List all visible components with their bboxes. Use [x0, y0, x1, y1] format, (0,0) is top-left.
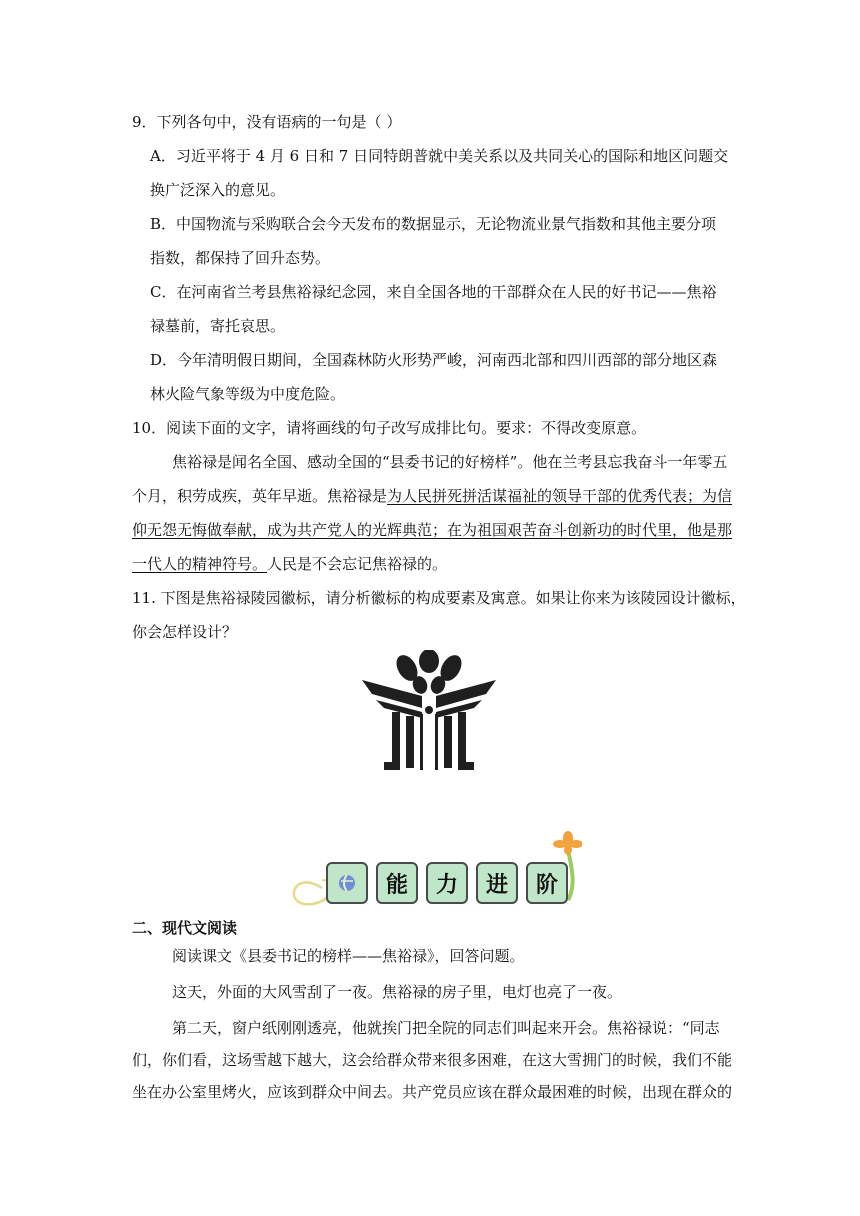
q9-option-a-line2: 换广泛深入的意见。 — [150, 181, 286, 199]
q11-stem-line1: 11. 下图是焦裕禄陵园徽标，请分析徽标的构成要素及寓意。如果让你来为该陵园设计徽标， — [132, 589, 746, 607]
jiao-yulu-cemetery-emblem — [362, 650, 496, 772]
flower-icon — [553, 831, 582, 855]
section2-passage-line2: 第二天，窗户纸刚刚透亮，他就挨门把全院的同志们叫起来开会。焦裕禄说：“同志 — [172, 1019, 720, 1037]
flower-stem-icon — [568, 850, 573, 900]
section2-passage-line4: 坐在办公室里烤火，应该到群众中间去。共产党员应该在群众最困难的时候，出现在群众的 — [132, 1083, 733, 1101]
q9-option-d-line2: 林火险气象等级为中度危险。 — [150, 385, 346, 403]
q10-stem: 10．阅读下面的文字，请将画线的句子改写成排比句。要求：不得改变原意。 — [132, 419, 647, 437]
q10-underlined-sentence-2: 仰无怨无悔做奉献，成为共产党人的光辉典范；在为祖国艰苦奋斗创新功的时代里，他是那 — [132, 521, 733, 539]
banner-tile-4: 阶 — [526, 862, 568, 904]
q10-passage-plain: 个月，积劳成疾，英年早逝。焦裕禄是 — [132, 487, 388, 505]
q9-option-b-line1: B．中国物流与采购联合会今天发布的数据显示，无论物流业景气指数和其他主要分项 — [150, 215, 717, 233]
banner-tile-2: 力 — [426, 862, 468, 904]
section2-intro: 阅读课文《县委书记的榜样——焦裕禄》，回答问题。 — [172, 947, 525, 965]
section2-passage-line3: 们，你们看，这场雪越下越大，这会给群众带来很多困难，在这大雪拥门的时候，我们不能 — [132, 1051, 733, 1069]
q9-option-d-line1: D．今年清明假日期间，全国森林防火形势严峻，河南西北部和四川西部的部分地区森 — [150, 351, 718, 369]
q10-passage-tail: 人民是不会忘记焦裕禄的。 — [267, 555, 448, 573]
leaf-top-icon — [419, 650, 439, 673]
q9-option-b-line2: 指数，都保持了回升态势。 — [150, 249, 331, 267]
banner-globe-tile — [326, 862, 368, 904]
banner-tile-3: 进 — [476, 862, 518, 904]
q9-stem: 9．下列各句中，没有语病的一句是（ ） — [132, 113, 402, 131]
q9-option-c-line1: C．在河南省兰考县焦裕禄纪念园，来自全国各地的干部群众在人民的好书记——焦裕 — [150, 283, 717, 301]
section-title: 二、现代文阅读 — [132, 919, 238, 937]
q10-passage-line4 — [132, 554, 447, 574]
section2-passage-line1: 这天，外面的大风雪刮了一夜。焦裕禄的房子里，电灯也亮了一夜。 — [172, 983, 623, 1001]
globe-icon — [337, 873, 357, 893]
q9-option-c-line2: 禄墓前，寄托哀思。 — [150, 317, 286, 335]
q10-underlined-sentence-3: 一代人的精神符号。 — [132, 555, 268, 573]
banner-tile-1: 能 — [376, 862, 418, 904]
q9-option-a-line1: A．习近平将于 4 月 6 日和 7 日同特朗普就中美关系以及共同关心的国际和地区问题交 — [150, 147, 729, 165]
q10-passage-line2 — [132, 486, 732, 506]
q10-passage-line1: 焦裕禄是闻名全国、感动全国的“县委书记的好榜样”。他在兰考县忘我奋斗一年零五 — [172, 453, 728, 471]
q11-stem-line2: 你会怎样设计？ — [132, 623, 238, 641]
q10-underlined-sentence-1: 为人民拼死拼活谋福祉的领导干部的优秀代表；为信 — [387, 487, 733, 505]
